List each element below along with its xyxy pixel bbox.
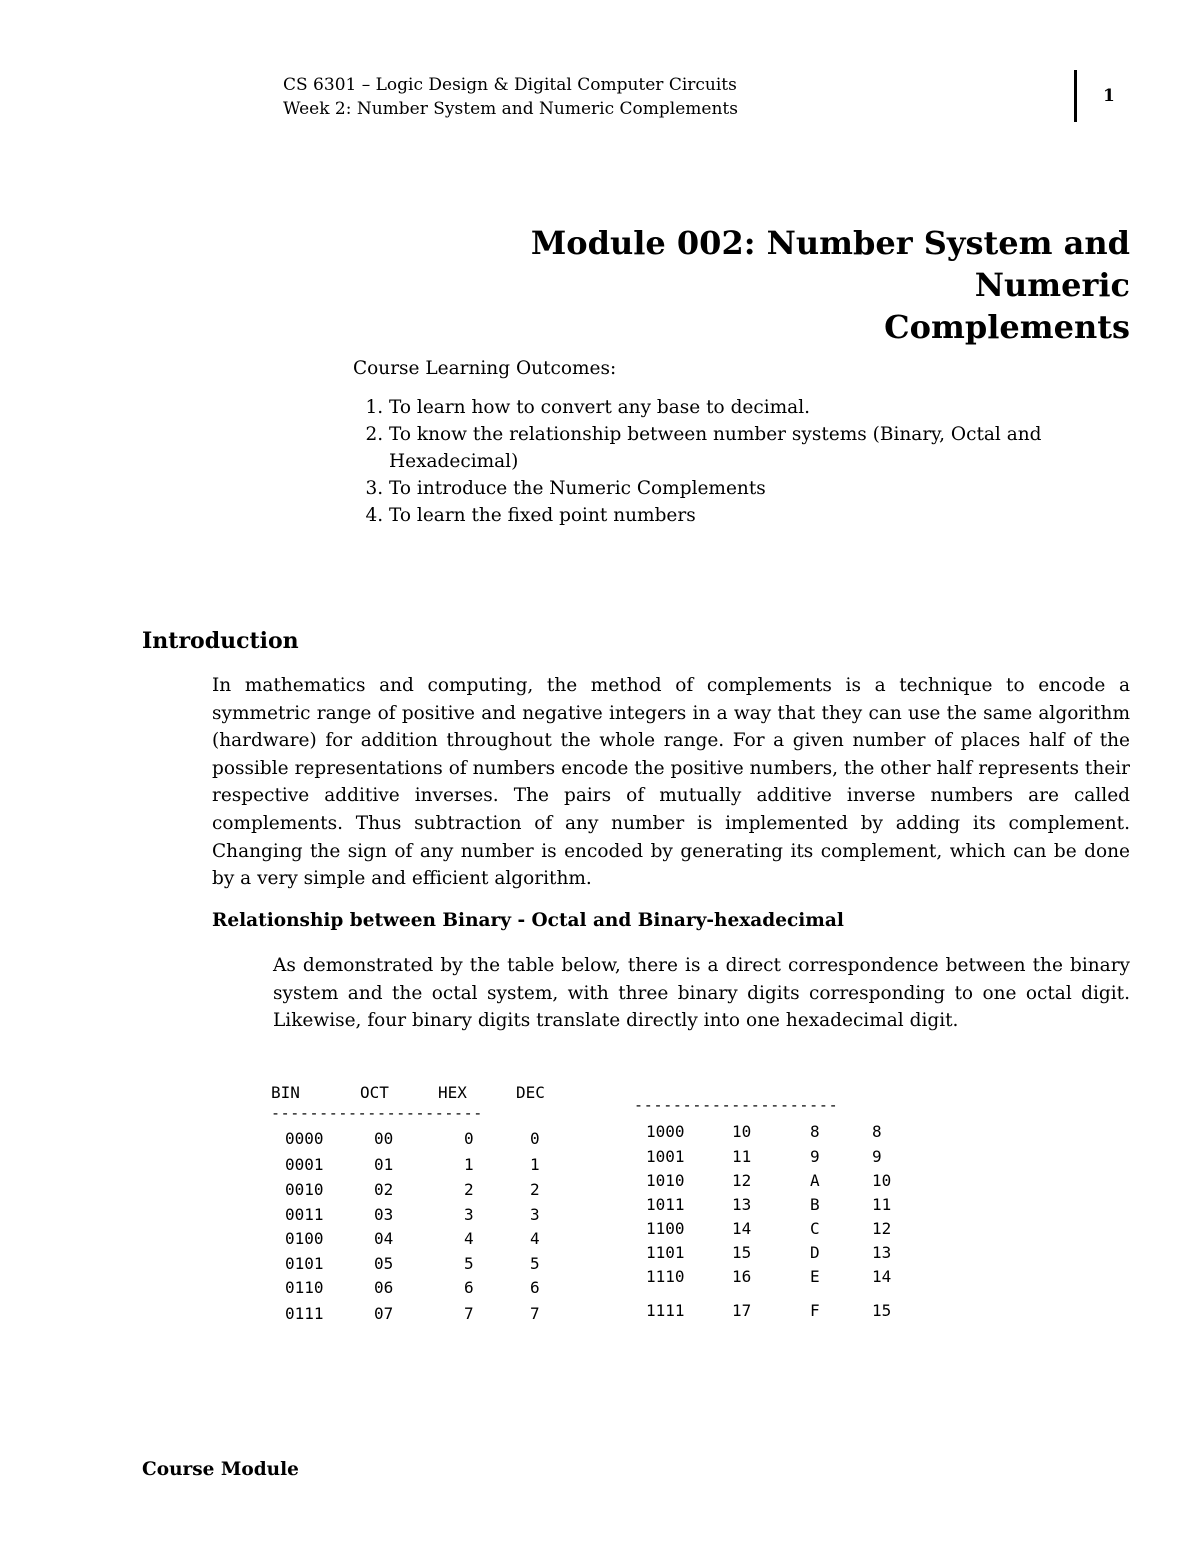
list-item: 2. To know the relationship between number systems (Binary, Octal and Hexadecimal) bbox=[389, 421, 1113, 475]
table-cell: 04 bbox=[374, 1229, 394, 1248]
table-cell: 14 bbox=[732, 1219, 752, 1238]
list-item: 4. To learn the fixed point numbers bbox=[389, 502, 1113, 529]
table-cell: 1000 bbox=[646, 1122, 685, 1141]
table-cell: 7 bbox=[530, 1304, 540, 1323]
table-cell: 8 bbox=[872, 1122, 882, 1141]
table-cell: 12 bbox=[872, 1219, 892, 1238]
table-cell: 11 bbox=[732, 1147, 752, 1166]
table-cell: 7 bbox=[464, 1304, 474, 1323]
table-cell: 4 bbox=[464, 1229, 474, 1248]
table-cell: 4 bbox=[530, 1229, 540, 1248]
table-cell: 5 bbox=[530, 1254, 540, 1273]
table-cell: 1 bbox=[530, 1155, 540, 1174]
page-title bbox=[370, 222, 1130, 348]
table-cell: 6 bbox=[464, 1278, 474, 1297]
introduction-heading: Introduction bbox=[142, 628, 299, 654]
table-cell: 1101 bbox=[646, 1243, 685, 1262]
table-cell: 11 bbox=[872, 1195, 892, 1214]
outcomes-heading: Course Learning Outcomes: bbox=[353, 358, 617, 379]
table-cell: 9 bbox=[810, 1147, 820, 1166]
table-cell: 13 bbox=[732, 1195, 752, 1214]
table-cell: 0010 bbox=[285, 1180, 324, 1199]
page-number: 1 bbox=[1103, 86, 1115, 106]
week-title: Week 2: Number System and Numeric Complements bbox=[283, 99, 738, 119]
table-cell: E bbox=[810, 1267, 820, 1286]
relationship-heading: Relationship between Binary - Octal and Binary-hexadecimal bbox=[212, 910, 844, 931]
table-cell: B bbox=[810, 1195, 820, 1214]
table-cell: 17 bbox=[732, 1301, 752, 1320]
header-oct: OCT bbox=[360, 1083, 389, 1102]
table-cell: 1111 bbox=[646, 1301, 685, 1320]
table-cell: 12 bbox=[732, 1171, 752, 1190]
footer-label: Course Module bbox=[142, 1459, 299, 1480]
learning-outcomes bbox=[353, 355, 1113, 529]
table-cell: 05 bbox=[374, 1254, 394, 1273]
table-cell: 06 bbox=[374, 1278, 394, 1297]
table-cell: 1100 bbox=[646, 1219, 685, 1238]
table-cell: 1110 bbox=[646, 1267, 685, 1286]
table-cell: 01 bbox=[374, 1155, 394, 1174]
table-cell: 1 bbox=[464, 1155, 474, 1174]
table-cell: 9 bbox=[872, 1147, 882, 1166]
table-cell: 00 bbox=[374, 1129, 394, 1148]
list-item: 1. To learn how to convert any base to decimal. bbox=[389, 394, 1113, 421]
table-cell: 3 bbox=[464, 1205, 474, 1224]
table-cell: 0100 bbox=[285, 1229, 324, 1248]
table-cell: 8 bbox=[810, 1122, 820, 1141]
table-cell: 13 bbox=[872, 1243, 892, 1262]
table-cell: C bbox=[810, 1219, 820, 1238]
table-cell: F bbox=[810, 1301, 820, 1320]
table-divider-right: --------------------- bbox=[634, 1096, 839, 1114]
table-cell: 6 bbox=[530, 1278, 540, 1297]
table-cell: 15 bbox=[732, 1243, 752, 1262]
introduction-paragraph: In mathematics and computing, the method of complements is a technique to encode a symmetric range of positive and negative integers in a way that they can use the same algorithm (hardware) for addition throughout the whole range. For a given number of places half of the possible representations of numbers encode the positive numbers, the other half represents their respective additive inverses. The pairs of mutually additive inverse numbers are called complements. Thus subtraction of any number is implemented by adding its complement. Changing the sign of any number is encoded by generating its complement, which can be done by a very simple and efficient algorithm. bbox=[212, 675, 1130, 890]
table-cell: 10 bbox=[732, 1122, 752, 1141]
table-cell: D bbox=[810, 1243, 820, 1262]
table-cell: 1011 bbox=[646, 1195, 685, 1214]
header-bin: BIN bbox=[271, 1083, 300, 1102]
title-line-2: Complements bbox=[884, 308, 1130, 346]
header-dec: DEC bbox=[516, 1083, 545, 1102]
course-title: CS 6301 – Logic Design & Digital Computer Circuits bbox=[283, 75, 737, 95]
outcomes-list bbox=[353, 394, 1113, 529]
list-item: 3. To introduce the Numeric Complements bbox=[389, 475, 1113, 502]
table-cell: A bbox=[810, 1171, 820, 1190]
table-cell: 3 bbox=[530, 1205, 540, 1224]
table-divider-left: ---------------------- bbox=[271, 1104, 483, 1122]
table-cell: 15 bbox=[872, 1301, 892, 1320]
table-cell: 1001 bbox=[646, 1147, 685, 1166]
table-cell: 2 bbox=[464, 1180, 474, 1199]
table-cell: 0 bbox=[530, 1129, 540, 1148]
table-cell: 03 bbox=[374, 1205, 394, 1224]
table-cell: 0110 bbox=[285, 1278, 324, 1297]
table-cell: 2 bbox=[530, 1180, 540, 1199]
table-cell: 10 bbox=[872, 1171, 892, 1190]
table-cell: 14 bbox=[872, 1267, 892, 1286]
title-line-1: Module 002: Number System and Numeric bbox=[530, 224, 1130, 304]
table-cell: 0000 bbox=[285, 1129, 324, 1148]
header-hex: HEX bbox=[438, 1083, 467, 1102]
table-cell: 0 bbox=[464, 1129, 474, 1148]
table-cell: 07 bbox=[374, 1304, 394, 1323]
table-cell: 16 bbox=[732, 1267, 752, 1286]
table-cell: 1010 bbox=[646, 1171, 685, 1190]
header-divider bbox=[1074, 70, 1077, 122]
table-cell: 0101 bbox=[285, 1254, 324, 1273]
table-cell: 5 bbox=[464, 1254, 474, 1273]
table-cell: 0011 bbox=[285, 1205, 324, 1224]
table-cell: 0001 bbox=[285, 1155, 324, 1174]
table-cell: 0111 bbox=[285, 1304, 324, 1323]
table-cell: 02 bbox=[374, 1180, 394, 1199]
relationship-paragraph: As demonstrated by the table below, there is a direct correspondence between the binary system and the octal system, with three binary digits corresponding to one octal digit. Likewise, four binary digits translate directly into one hexadecimal digit. bbox=[273, 955, 1130, 1032]
